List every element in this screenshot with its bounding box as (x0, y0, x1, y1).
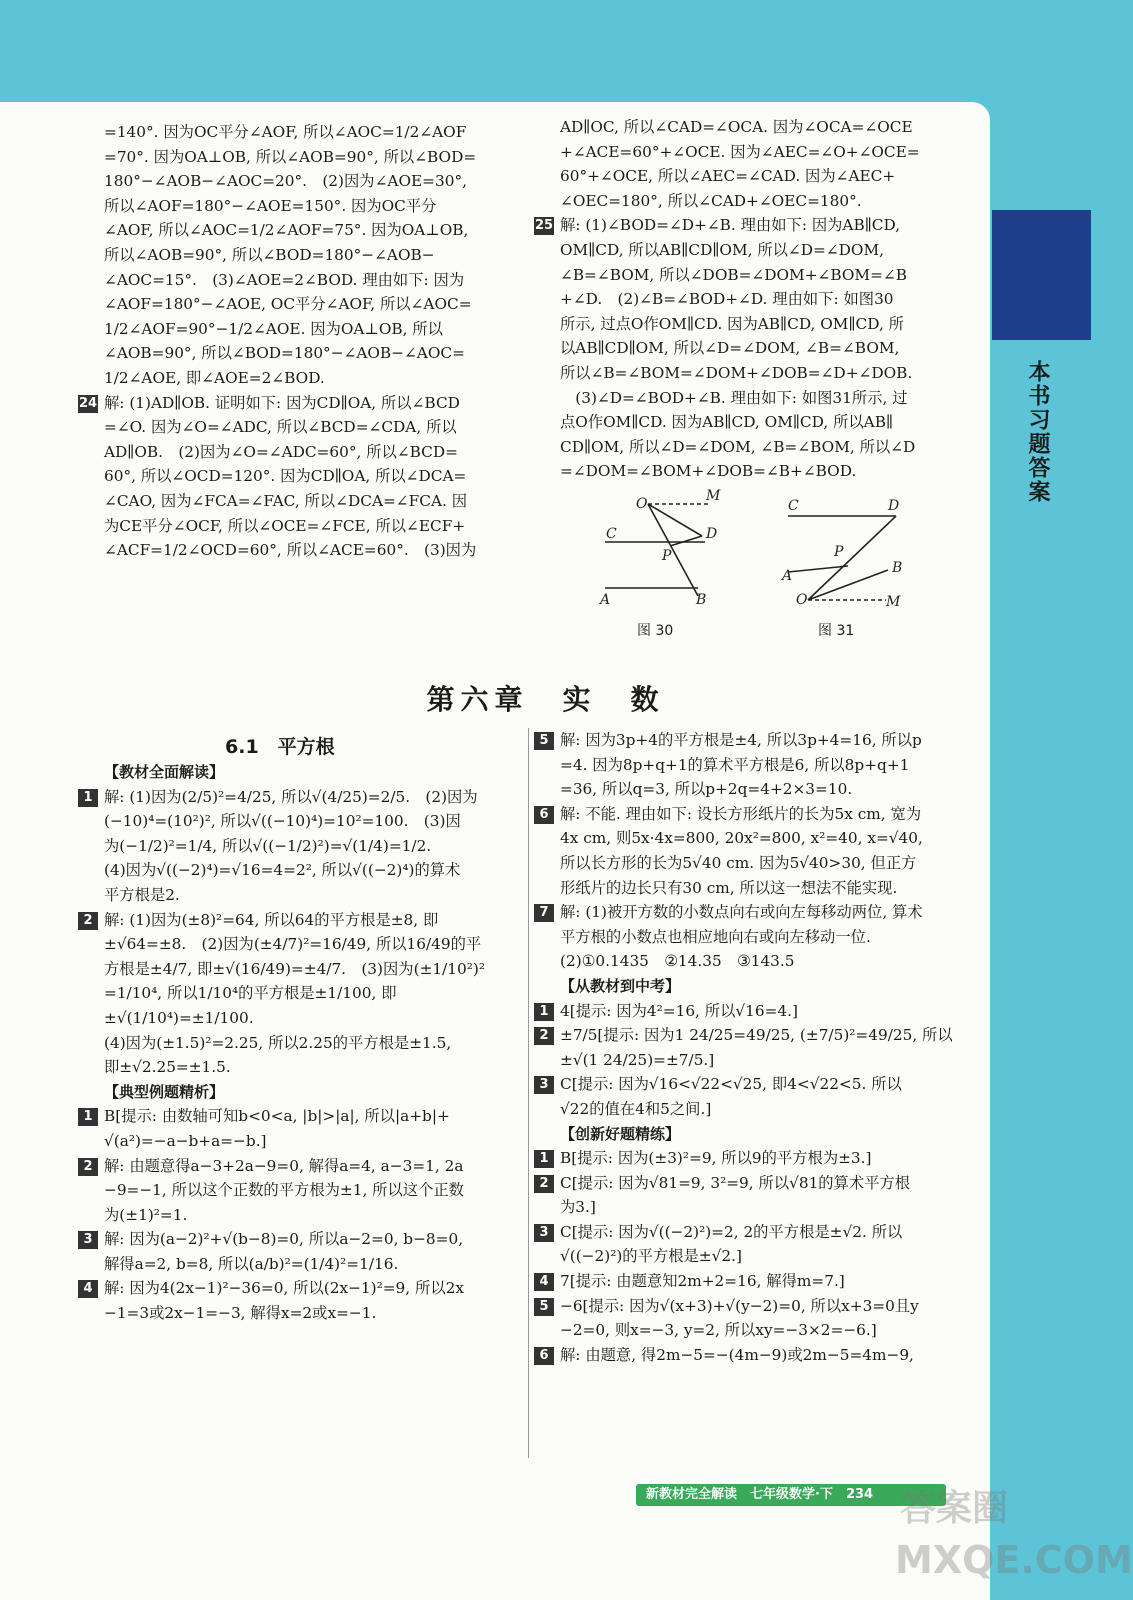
example-1: 1 B[提示: 由数轴可知b<0<a, |b|>|a|, 所以|a+b|+ (104, 1104, 512, 1129)
column-divider (528, 728, 529, 1458)
text-line: √22的值在4和5之间.] (560, 1099, 712, 1118)
text-line: 为(−1/2)²=1/4, 所以√((−1/2)²)=√(1/4)=1/2. (104, 836, 432, 855)
answer-2: 2 解: (1)因为(±8)²=64, 所以64的平方根是±8, 即 (104, 908, 512, 933)
section-heading: 【教材全面解读】 (104, 763, 225, 781)
question-number: 4 (534, 1273, 554, 1291)
svg-text:B: B (892, 560, 903, 576)
question-number: 1 (534, 1003, 554, 1021)
example-6: 6 解: 不能. 理由如下: 设长方形纸片的长为5x cm, 宽为 (560, 802, 970, 827)
text-line: 所以长方形的长为5√40 cm. 因为5√40>30, 但正方 (560, 853, 917, 872)
text-line: −2=0, 则x=−3, y=2, 所以xy=−3×2=−6.] (560, 1321, 877, 1340)
text-line: 60°+∠OCE, 所以∠AEC=∠CAD. 因为∠AEC+ (560, 167, 896, 186)
innov-4: 4 7[提示: 由题意知2m+2=16, 解得m=7.] (560, 1269, 970, 1294)
text-line: (3)∠D=∠BOD+∠B. 理由如下: 如图31所示, 过 (560, 388, 908, 407)
svg-text:D: D (706, 526, 718, 542)
text-line: +∠ACE=60°+∠OCE. 因为∠AEC=∠O+∠OCE= (560, 142, 920, 161)
text-line: (4)因为(±1.5)²=2.25, 所以2.25的平方根是±1.5, (104, 1033, 452, 1052)
text-line: =70°. 因为OA⊥OB, 所以∠AOB=90°, 所以∠BOD= (104, 147, 477, 166)
text-line: ∠AOB=90°, 所以∠BOD=180°−∠AOB−∠AOC= (104, 344, 465, 363)
text-line: 1/2∠AOF=90°−1/2∠AOE. 因为OA⊥OB, 所以 (104, 319, 443, 338)
text-line: ∠B=∠BOM, 所以∠DOB=∠DOM+∠BOM=∠B (560, 265, 907, 284)
text-line: ∠OEC=180°, 所以∠CAD+∠OEC=180°. (560, 191, 862, 210)
exam-1: 1 4[提示: 因为4²=16, 所以√16=4.] (560, 999, 970, 1024)
svg-text:P: P (834, 544, 844, 560)
figure-31-caption: 图 31 (818, 623, 855, 639)
side-tab (992, 210, 1091, 340)
text-line: =∠O. 因为∠O=∠ADC, 所以∠BCD=∠CDA, 所以 (104, 418, 457, 437)
text-line: =∠DOM=∠BOM+∠DOB=∠B+∠BOD. (560, 462, 857, 481)
question-number: 3 (78, 1231, 98, 1249)
text-line: (4)因为√((−2)⁴)=√16=4=2², 所以√((−2)⁴)的算术 (104, 861, 461, 880)
text-line: 180°−∠AOB−∠AOC=20°. (2)因为∠AOE=30°, (104, 172, 467, 191)
text-line: ∠AOC=15°. (3)∠AOE=2∠BOD. 理由如下: 因为 (104, 270, 465, 289)
text-line: ∠ACF=1/2∠OCD=60°, 所以∠ACE=60°. (3)因为 (104, 541, 477, 560)
text-line: ±√(1 24/25)=±7/5.] (560, 1050, 715, 1069)
svg-text:A: A (782, 568, 793, 584)
svg-text:C: C (788, 498, 799, 514)
figure-31 (778, 494, 918, 619)
text-line: 所以∠AOB=90°, 所以∠BOD=180°−∠AOB− (104, 245, 435, 264)
page-footer: 新教材完全解读 七年级数学·下 234 (636, 1484, 946, 1506)
text-line: ∠AOF=180°−∠AOE, OC平分∠AOF, 所以∠AOC= (104, 295, 472, 314)
section-title: 6.1 平方根 (225, 736, 335, 758)
question-number: 25 (534, 218, 554, 234)
exam-2: 2 ±7/5[提示: 因为1 24/25=49/25, (±7/5)²=49/25, 所以 (560, 1023, 970, 1048)
text-line: √((−2)²)的平方根是±√2.] (560, 1247, 742, 1266)
text-line: 解得a=2, b=8, 所以(a/b)²=(1/4)²=1/16. (104, 1254, 399, 1273)
svg-text:O: O (796, 592, 808, 608)
text-line: =1/10⁴, 所以1/10⁴的平方根是±1/100, 即±√(1/10⁴)=±1/100. (104, 984, 397, 1027)
svg-text:C: C (606, 526, 617, 542)
watermark-logo: 答案圈 (900, 1488, 1009, 1529)
question-number: 5 (534, 732, 554, 750)
text-line: =36, 所以q=3, 所以p+2q=4+2×3=10. (560, 780, 853, 799)
top-color-band (0, 0, 1091, 102)
text-line: √(a²)=−a−b+a=−b.] (104, 1131, 267, 1150)
text-line: 60°, 所以∠OCD=120°. 因为CD∥OA, 所以∠DCA= (104, 467, 467, 486)
text-line: 平方根是2. (104, 885, 180, 904)
question-number: 7 (534, 904, 554, 922)
text-line: AD∥OB. (2)因为∠O=∠ADC=60°, 所以∠BCD= (104, 442, 458, 461)
question-number: 1 (534, 1150, 554, 1168)
text-line: 所示, 过点O作OM∥CD. 因为AB∥CD, OM∥CD, 所 (560, 314, 904, 333)
figure-30-caption: 图 30 (637, 623, 674, 639)
question-number: 2 (534, 1027, 554, 1045)
example-4: 4 解: 因为4(2x−1)²−36=0, 所以(2x−1)²=9, 所以2x (104, 1276, 512, 1301)
side-label: 本书习题答案 (1025, 360, 1051, 504)
question-number: 4 (78, 1280, 98, 1298)
text-line: 方根是±4/7, 即±√(16/49)=±4/7. (3)因为(±1/10²)² (104, 959, 485, 978)
question-number: 6 (534, 1347, 554, 1365)
text-line: CD∥OM, 所以∠D=∠DOM, ∠B=∠BOM, 所以∠D (560, 437, 916, 456)
svg-text:A: A (600, 592, 611, 608)
text-line: (−10)⁴=(10²)², 所以√((−10)⁴)=10²=100. (3)因 (104, 812, 461, 831)
svg-text:D: D (888, 498, 900, 514)
text-line: 所以∠AOF=180°−∠AOE=150°. 因为OC平分 (104, 196, 437, 215)
question-number: 3 (534, 1076, 554, 1094)
answer-1: 1 解: (1)因为(2/5)²=4/25, 所以√(4/25)=2/5. (2)因为 (104, 785, 512, 810)
text-line: 1/2∠AOE, 即∠AOE=2∠BOD. (104, 368, 325, 387)
svg-text:B: B (696, 592, 707, 608)
figure-30 (590, 488, 740, 613)
innov-3: 3 C[提示: 因为√((−2)²)=2, 2的平方根是±√2. 所以 (560, 1220, 970, 1245)
text-line: 点O作OM∥CD. 因为AB∥CD, OM∥CD, 所以AB∥ (560, 413, 894, 432)
chapter-title: 第六章 实 数 (426, 683, 665, 716)
section-heading: 【从教材到中考】 (560, 976, 681, 995)
left-top-column (78, 120, 508, 563)
text-line: −9=−1, 所以这个正数的平方根为±1, 所以这个正数 (104, 1181, 464, 1200)
question-number: 6 (534, 806, 554, 824)
example-2: 2 解: 由题意得a−3+2a−9=0, 解得a=4, a−3=1, 2a (104, 1154, 512, 1179)
text-line: 为(±1)²=1. (104, 1205, 188, 1224)
text-line: ∠AOF, 所以∠AOC=1/2∠AOF=75°. 因为OA⊥OB, (104, 221, 469, 240)
text-line: 4x cm, 则5x·4x=800, 20x²=800, x²=40, x=√40, (560, 829, 923, 848)
question-number: 5 (534, 1298, 554, 1316)
exam-3: 3 C[提示: 因为√16<√22<√25, 即4<√22<5. 所以 (560, 1072, 970, 1097)
text-line: =140°. 因为OC平分∠AOF, 所以∠AOC=1/2∠AOF (104, 123, 467, 141)
svg-text:M: M (706, 488, 721, 504)
text-line: 为3.] (560, 1198, 596, 1217)
example-5: 5 解: 因为3p+4的平方根是±4, 所以3p+4=16, 所以p (560, 728, 970, 753)
svg-text:O: O (636, 496, 648, 512)
example-3: 3 解: 因为(a−2)²+√(b−8)=0, 所以a−2=0, b−8=0, (104, 1227, 512, 1252)
text-line: 为CE平分∠OCF, 所以∠OCE=∠FCE, 所以∠ECF+ (104, 516, 466, 535)
text-line: 以AB∥CD∥OM, 所以∠D=∠DOM, ∠B=∠BOM, (560, 339, 900, 358)
text-line: (2)①0.1435 ②14.35 ③143.5 (560, 952, 795, 971)
text-line: 平方根的小数点也相应地向右或向左移动一位. (560, 927, 871, 946)
text-line: 形纸片的边长只有30 cm, 所以这一想法不能实现. (560, 878, 898, 897)
text-line: AD∥OC, 所以∠CAD=∠OCA. 因为∠OCA=∠OCE (560, 118, 913, 136)
section-heading: 【创新好题精练】 (560, 1124, 681, 1143)
innov-1: 1 B[提示: 因为(±3)²=9, 所以9的平方根为±3.] (560, 1146, 970, 1171)
question-number: 3 (534, 1224, 554, 1242)
answer-25: 25 解: (1)∠BOD=∠D+∠B. 理由如下: 因为AB∥CD, (534, 216, 901, 235)
text-line: +∠D. (2)∠B=∠BOD+∠D. 理由如下: 如图30 (560, 290, 894, 309)
example-7: 7 解: (1)被开方数的小数点向右或向左每移动两位, 算术 (560, 900, 970, 925)
left-bottom-column (83, 760, 512, 1326)
question-number: 2 (78, 912, 98, 930)
text-line: 即±√2.25=±1.5. (104, 1058, 231, 1077)
section-heading: 【典型例题精析】 (104, 1082, 225, 1101)
question-number: 1 (78, 789, 98, 807)
right-top-column (534, 115, 960, 484)
question-number: 2 (534, 1175, 554, 1193)
right-bottom-column (539, 728, 970, 1367)
answer-24: 24 解: (1)AD∥OB. 证明如下: 因为CD∥OA, 所以∠BCD (78, 393, 460, 412)
text-line: OM∥CD, 所以AB∥CD∥OM, 所以∠D=∠DOM, (560, 240, 884, 259)
text-line: =4. 因为8p+q+1的算术平方根是6, 所以8p+q+1 (560, 755, 910, 774)
question-number: 2 (78, 1158, 98, 1176)
text-line: 所以∠B=∠BOM=∠DOM+∠DOB=∠D+∠DOB. (560, 363, 913, 382)
innov-2: 2 C[提示: 因为√81=9, 3²=9, 所以√81的算术平方根 (560, 1171, 970, 1196)
text-line: ±√64=±8. (2)因为(±4/7)²=16/49, 所以16/49的平 (104, 935, 482, 954)
question-number: 1 (78, 1108, 98, 1126)
innov-5: 5 −6[提示: 因为√(x+3)+√(y−2)=0, 所以x+3=0且y (560, 1294, 970, 1319)
watermark-url: MXQE.COM (895, 1538, 1133, 1582)
question-number: 24 (78, 395, 98, 411)
text-line: ∠CAO, 因为∠FCA=∠FAC, 所以∠DCA=∠FCA. 因 (104, 491, 468, 510)
text-line: −1=3或2x−1=−3, 解得x=2或x=−1. (104, 1304, 377, 1323)
svg-text:P: P (662, 548, 672, 564)
svg-text:M: M (886, 594, 901, 610)
innov-6: 6 解: 由题意, 得2m−5=−(4m−9)或2m−5=4m−9, (560, 1343, 970, 1368)
